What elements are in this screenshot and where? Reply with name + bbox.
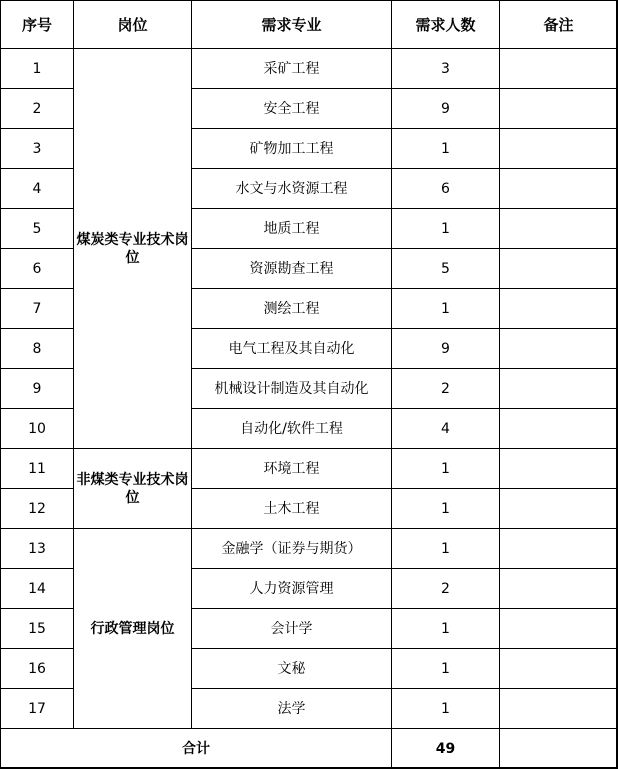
row-major: 机械设计制造及其自动化 bbox=[192, 369, 392, 409]
row-major: 测绘工程 bbox=[192, 289, 392, 329]
row-major: 矿物加工工程 bbox=[192, 129, 392, 169]
header-major: 需求专业 bbox=[192, 1, 392, 49]
row-count: 2 bbox=[392, 569, 500, 609]
row-count: 1 bbox=[392, 489, 500, 529]
row-index: 8 bbox=[1, 329, 74, 369]
row-major: 水文与水资源工程 bbox=[192, 169, 392, 209]
table-row bbox=[1, 449, 618, 489]
row-index: 9 bbox=[1, 369, 74, 409]
row-major: 采矿工程 bbox=[192, 49, 392, 89]
row-index: 14 bbox=[1, 569, 74, 609]
row-count: 5 bbox=[392, 249, 500, 289]
table-row bbox=[1, 49, 618, 89]
row-note bbox=[500, 169, 618, 209]
row-index: 3 bbox=[1, 129, 74, 169]
row-count: 1 bbox=[392, 529, 500, 569]
position-group-label: 行政管理岗位 bbox=[74, 529, 192, 729]
row-index: 17 bbox=[1, 689, 74, 729]
total-note bbox=[500, 729, 618, 769]
total-label: 合计 bbox=[1, 729, 392, 769]
row-count: 2 bbox=[392, 369, 500, 409]
row-note bbox=[500, 249, 618, 289]
row-count: 1 bbox=[392, 289, 500, 329]
row-note bbox=[500, 489, 618, 529]
row-index: 5 bbox=[1, 209, 74, 249]
row-major: 地质工程 bbox=[192, 209, 392, 249]
row-note bbox=[500, 49, 618, 89]
row-major: 会计学 bbox=[192, 609, 392, 649]
row-major: 法学 bbox=[192, 689, 392, 729]
position-group-label: 非煤类专业技术岗位 bbox=[74, 449, 192, 529]
position-group-label: 煤炭类专业技术岗位 bbox=[74, 49, 192, 449]
row-index: 15 bbox=[1, 609, 74, 649]
row-note bbox=[500, 569, 618, 609]
row-index: 11 bbox=[1, 449, 74, 489]
header-row bbox=[1, 1, 618, 49]
row-index: 16 bbox=[1, 649, 74, 689]
row-count: 1 bbox=[392, 449, 500, 489]
row-major: 安全工程 bbox=[192, 89, 392, 129]
total-count: 49 bbox=[392, 729, 500, 769]
row-count: 9 bbox=[392, 329, 500, 369]
row-major: 自动化/软件工程 bbox=[192, 409, 392, 449]
row-count: 1 bbox=[392, 609, 500, 649]
table-body bbox=[1, 49, 618, 729]
row-count: 3 bbox=[392, 49, 500, 89]
row-major: 土木工程 bbox=[192, 489, 392, 529]
row-note bbox=[500, 209, 618, 249]
row-note bbox=[500, 289, 618, 329]
row-index: 6 bbox=[1, 249, 74, 289]
row-count: 1 bbox=[392, 649, 500, 689]
row-count: 4 bbox=[392, 409, 500, 449]
header-position: 岗位 bbox=[74, 1, 192, 49]
row-major: 金融学（证券与期货） bbox=[192, 529, 392, 569]
row-index: 12 bbox=[1, 489, 74, 529]
row-note bbox=[500, 89, 618, 129]
row-note bbox=[500, 369, 618, 409]
table-row bbox=[1, 529, 618, 569]
row-count: 6 bbox=[392, 169, 500, 209]
row-note bbox=[500, 129, 618, 169]
row-major: 电气工程及其自动化 bbox=[192, 329, 392, 369]
row-note bbox=[500, 529, 618, 569]
row-note bbox=[500, 609, 618, 649]
row-major: 环境工程 bbox=[192, 449, 392, 489]
row-major: 文秘 bbox=[192, 649, 392, 689]
row-count: 1 bbox=[392, 689, 500, 729]
row-note bbox=[500, 649, 618, 689]
row-index: 10 bbox=[1, 409, 74, 449]
header-note: 备注 bbox=[500, 1, 618, 49]
row-count: 1 bbox=[392, 209, 500, 249]
header-count: 需求人数 bbox=[392, 1, 500, 49]
row-note bbox=[500, 449, 618, 489]
row-index: 7 bbox=[1, 289, 74, 329]
row-index: 13 bbox=[1, 529, 74, 569]
row-count: 9 bbox=[392, 89, 500, 129]
row-index: 1 bbox=[1, 49, 74, 89]
row-index: 4 bbox=[1, 169, 74, 209]
row-note bbox=[500, 689, 618, 729]
row-note bbox=[500, 409, 618, 449]
row-major: 资源勘查工程 bbox=[192, 249, 392, 289]
row-index: 2 bbox=[1, 89, 74, 129]
row-note bbox=[500, 329, 618, 369]
total-row bbox=[1, 729, 618, 769]
row-major: 人力资源管理 bbox=[192, 569, 392, 609]
header-index: 序号 bbox=[1, 1, 74, 49]
row-count: 1 bbox=[392, 129, 500, 169]
